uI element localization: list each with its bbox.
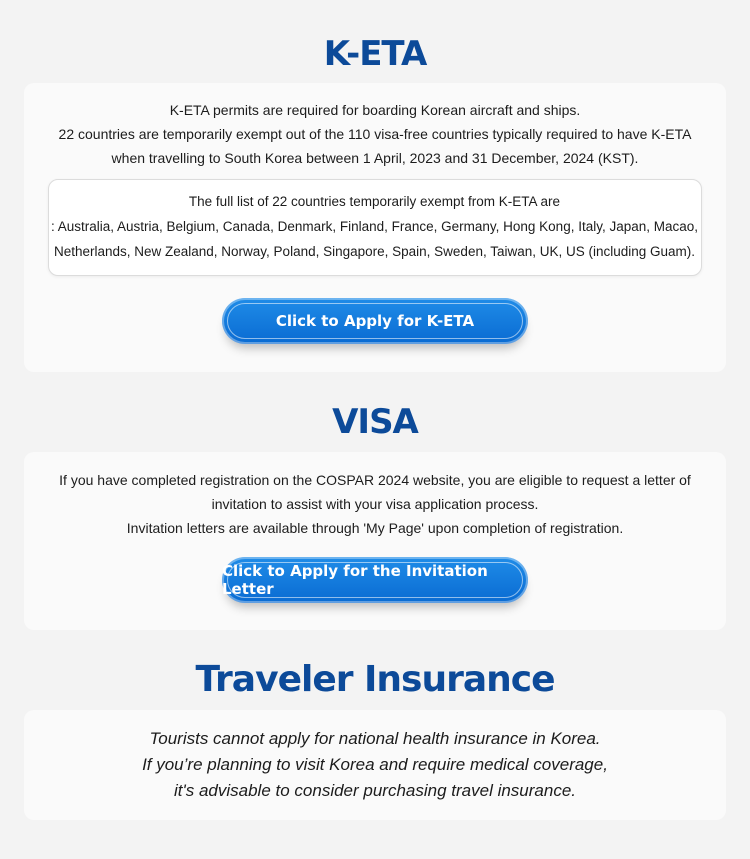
visa-text [24, 468, 726, 540]
keta-intro-line: 22 countries are temporarily exempt out of the 110 visa-free countries typically required to have K-ETA [58, 126, 692, 142]
insurance-line: it's advisable to consider purchasing travel insurance. [173, 781, 576, 800]
insurance-line: If you’re planning to visit Korea and require medical coverage, [142, 755, 608, 774]
apply-keta-button-label: Click to Apply for K-ETA [275, 312, 475, 330]
keta-intro-line: K-ETA permits are required for boarding Korean aircraft and ships. [169, 102, 581, 118]
visa-line: If you have completed registration on the COSPAR 2024 website, you are eligible to request a letter of [59, 472, 691, 488]
insurance-line: Tourists cannot apply for national health insurance in Korea. [149, 729, 601, 748]
visa-card [24, 452, 726, 630]
insurance-title: Traveler Insurance [195, 659, 555, 700]
apply-invitation-letter-button[interactable] [222, 557, 528, 603]
insurance-card [24, 710, 726, 820]
keta-title: K-ETA [323, 34, 427, 74]
exempt-countries-box [48, 179, 702, 276]
exempt-line: : Australia, Austria, Belgium, Canada, Denmark, Finland, France, Germany, Hong Kong, Italy, Japan, Macao, [50, 219, 699, 234]
exempt-line: Netherlands, New Zealand, Norway, Poland, Singapore, Spain, Sweden, Taiwan, UK, US (including Guam). [53, 244, 696, 259]
insurance-text [24, 726, 726, 804]
exempt-line: The full list of 22 countries temporarily exempt from K-ETA are [188, 194, 561, 209]
visa-title: VISA [332, 402, 418, 442]
apply-keta-button[interactable] [222, 298, 528, 344]
keta-card [24, 83, 726, 372]
keta-intro-line: when travelling to South Korea between 1 April, 2023 and 31 December, 2024 (KST). [111, 150, 639, 166]
apply-invitation-letter-button-label: Click to Apply for the Invitation Letter [222, 562, 488, 598]
exempt-countries-text [49, 189, 700, 264]
visa-line: invitation to assist with your visa application process. [211, 496, 539, 512]
keta-intro [24, 98, 726, 170]
visa-line: Invitation letters are available through 'My Page' upon completion of registration. [126, 520, 624, 536]
